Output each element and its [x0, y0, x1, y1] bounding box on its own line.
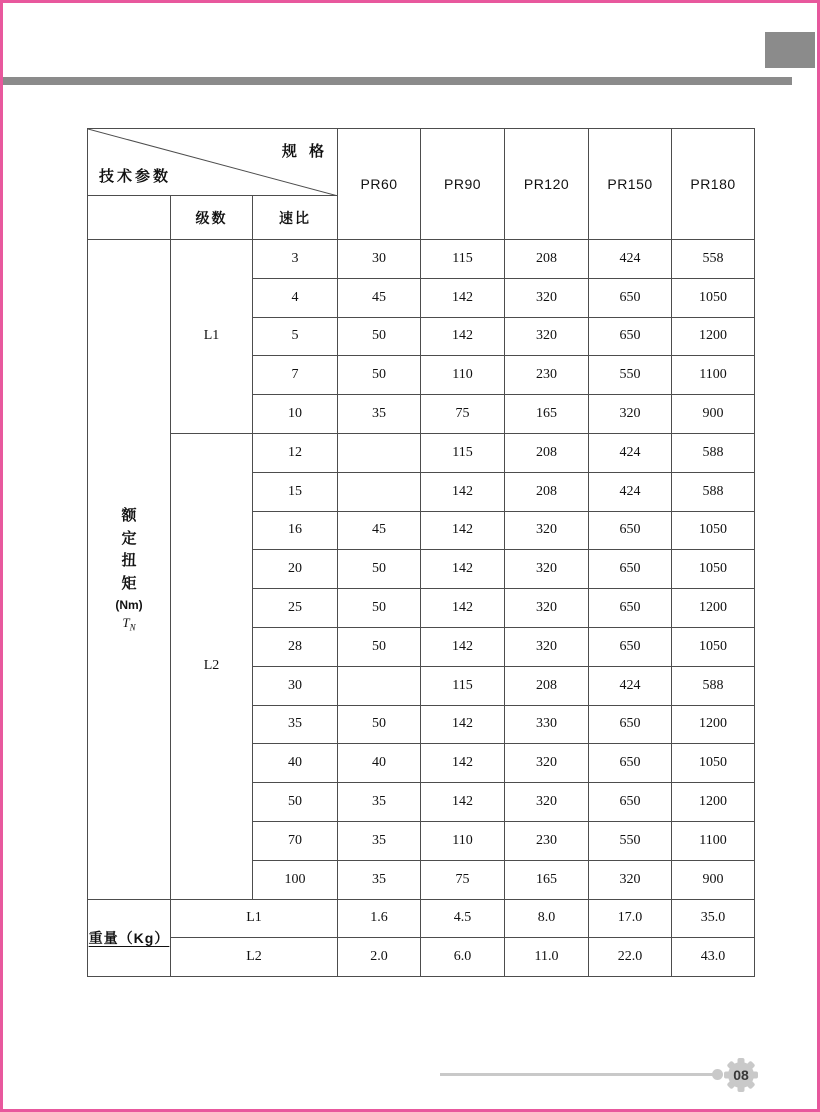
- torque-symbol: $T_N$: [122, 615, 136, 634]
- top-right-block: [765, 32, 815, 68]
- torque-symbol-sub: N: [129, 623, 136, 634]
- value-cell: 142: [421, 627, 505, 666]
- weight-value-cell: 8.0: [505, 899, 589, 938]
- ratio-cell: 3: [253, 240, 338, 279]
- value-cell: 650: [589, 278, 672, 317]
- spec-table: [87, 128, 755, 977]
- value-cell: 1050: [672, 511, 755, 550]
- ratio-cell: 70: [253, 821, 338, 860]
- value-cell: 320: [505, 511, 589, 550]
- value-cell: 208: [505, 433, 589, 472]
- weight-value-cell: 17.0: [589, 899, 672, 938]
- value-cell: 588: [672, 433, 755, 472]
- weight-label-cell: [88, 899, 171, 976]
- page-number: 08: [733, 1067, 749, 1083]
- value-cell: 208: [505, 472, 589, 511]
- torque-label-cell: [88, 240, 171, 900]
- column-header-pr120: PR120: [505, 129, 589, 240]
- corner-label-spec: 规 格: [281, 143, 329, 160]
- value-cell: 650: [589, 317, 672, 356]
- ratio-cell: 35: [253, 705, 338, 744]
- value-cell: 1050: [672, 627, 755, 666]
- value-cell: 165: [505, 395, 589, 434]
- value-cell: 208: [505, 240, 589, 279]
- weight-row: [88, 938, 755, 977]
- column-header-pr90: PR90: [421, 129, 505, 240]
- value-cell: 424: [589, 666, 672, 705]
- value-cell: 40: [338, 744, 421, 783]
- value-cell: 1200: [672, 317, 755, 356]
- value-cell: 650: [589, 511, 672, 550]
- value-cell: 424: [589, 472, 672, 511]
- value-cell: 1100: [672, 356, 755, 395]
- table-row: [88, 433, 755, 472]
- value-cell: 1050: [672, 550, 755, 589]
- column-header-pr180: PR180: [672, 129, 755, 240]
- value-cell: 75: [421, 395, 505, 434]
- value-cell: 142: [421, 278, 505, 317]
- value-cell: 1200: [672, 589, 755, 628]
- value-cell: 1200: [672, 783, 755, 822]
- stage-cell-l2: L2: [171, 433, 253, 899]
- torque-unit: (Nm): [115, 598, 143, 613]
- column-header-pr150: PR150: [589, 129, 672, 240]
- value-cell: 50: [338, 589, 421, 628]
- ratio-cell: 10: [253, 395, 338, 434]
- value-cell: 50: [338, 317, 421, 356]
- value-cell: 320: [505, 783, 589, 822]
- ratio-cell: 7: [253, 356, 338, 395]
- value-cell: 550: [589, 821, 672, 860]
- value-cell: 424: [589, 433, 672, 472]
- value-cell: 900: [672, 860, 755, 899]
- weight-value-cell: 22.0: [589, 938, 672, 977]
- value-cell: 320: [505, 744, 589, 783]
- value-cell: 50: [338, 705, 421, 744]
- corner-label-params: 技术参数: [99, 168, 172, 185]
- value-cell: 35: [338, 395, 421, 434]
- weight-value-cell: 4.5: [421, 899, 505, 938]
- value-cell: 50: [338, 627, 421, 666]
- column-header-pr60: PR60: [338, 129, 421, 240]
- value-cell: 115: [421, 240, 505, 279]
- value-cell: 320: [505, 627, 589, 666]
- value-cell: 320: [589, 860, 672, 899]
- ratio-cell: 25: [253, 589, 338, 628]
- value-cell: 320: [505, 317, 589, 356]
- value-cell: 110: [421, 356, 505, 395]
- ratio-cell: 50: [253, 783, 338, 822]
- value-cell: 208: [505, 666, 589, 705]
- value-cell: 142: [421, 472, 505, 511]
- ratio-cell: 20: [253, 550, 338, 589]
- table-row: [88, 240, 755, 279]
- torque-label-text: 额定扭矩: [121, 507, 137, 592]
- weight-stage-cell: L1: [171, 899, 338, 938]
- value-cell: 35: [338, 821, 421, 860]
- value-cell: 230: [505, 356, 589, 395]
- value-cell: 142: [421, 783, 505, 822]
- value-cell: 35: [338, 860, 421, 899]
- value-cell: 650: [589, 627, 672, 666]
- value-cell: 142: [421, 705, 505, 744]
- ratio-cell: 15: [253, 472, 338, 511]
- ratio-cell: 16: [253, 511, 338, 550]
- value-cell: 550: [589, 356, 672, 395]
- ratio-cell: 28: [253, 627, 338, 666]
- gear-icon: [722, 1056, 760, 1094]
- value-cell: 50: [338, 356, 421, 395]
- value-cell: [338, 472, 421, 511]
- value-cell: 588: [672, 472, 755, 511]
- value-cell: 45: [338, 511, 421, 550]
- value-cell: 320: [505, 278, 589, 317]
- value-cell: 588: [672, 666, 755, 705]
- value-cell: [338, 666, 421, 705]
- value-cell: 1100: [672, 821, 755, 860]
- value-cell: 75: [421, 860, 505, 899]
- ratio-cell: 12: [253, 433, 338, 472]
- value-cell: 142: [421, 550, 505, 589]
- value-cell: 1050: [672, 278, 755, 317]
- top-rule-bar: [3, 77, 792, 85]
- value-cell: 142: [421, 317, 505, 356]
- value-cell: 230: [505, 821, 589, 860]
- ratio-cell: 30: [253, 666, 338, 705]
- value-cell: 558: [672, 240, 755, 279]
- weight-label: 重量（Kg）: [88, 929, 170, 946]
- ratio-cell: 40: [253, 744, 338, 783]
- value-cell: 320: [505, 550, 589, 589]
- value-cell: 320: [589, 395, 672, 434]
- blank-cell: [88, 196, 171, 240]
- value-cell: 650: [589, 589, 672, 628]
- ratio-header-cell: 速比: [253, 196, 338, 240]
- value-cell: 1200: [672, 705, 755, 744]
- value-cell: 424: [589, 240, 672, 279]
- value-cell: 142: [421, 589, 505, 628]
- weight-value-cell: 6.0: [421, 938, 505, 977]
- weight-value-cell: 11.0: [505, 938, 589, 977]
- footer-rule: [440, 1073, 716, 1076]
- value-cell: 115: [421, 666, 505, 705]
- header-row: [88, 129, 755, 196]
- value-cell: 30: [338, 240, 421, 279]
- weight-row: [88, 899, 755, 938]
- ratio-cell: 5: [253, 317, 338, 356]
- weight-value-cell: 2.0: [338, 938, 421, 977]
- weight-value-cell: 35.0: [672, 899, 755, 938]
- value-cell: 142: [421, 744, 505, 783]
- stage-header-cell: 级数: [171, 196, 253, 240]
- value-cell: 650: [589, 705, 672, 744]
- value-cell: 650: [589, 744, 672, 783]
- value-cell: 45: [338, 278, 421, 317]
- value-cell: 115: [421, 433, 505, 472]
- weight-value-cell: 1.6: [338, 899, 421, 938]
- value-cell: 320: [505, 589, 589, 628]
- value-cell: 165: [505, 860, 589, 899]
- value-cell: 35: [338, 783, 421, 822]
- corner-cell: [88, 129, 338, 196]
- value-cell: 142: [421, 511, 505, 550]
- value-cell: 50: [338, 550, 421, 589]
- value-cell: 110: [421, 821, 505, 860]
- ratio-cell: 4: [253, 278, 338, 317]
- value-cell: [338, 433, 421, 472]
- value-cell: 650: [589, 550, 672, 589]
- value-cell: 1050: [672, 744, 755, 783]
- stage-cell-l1: L1: [171, 240, 253, 434]
- weight-value-cell: 43.0: [672, 938, 755, 977]
- weight-stage-cell: L2: [171, 938, 338, 977]
- value-cell: 650: [589, 783, 672, 822]
- value-cell: 900: [672, 395, 755, 434]
- value-cell: 330: [505, 705, 589, 744]
- ratio-cell: 100: [253, 860, 338, 899]
